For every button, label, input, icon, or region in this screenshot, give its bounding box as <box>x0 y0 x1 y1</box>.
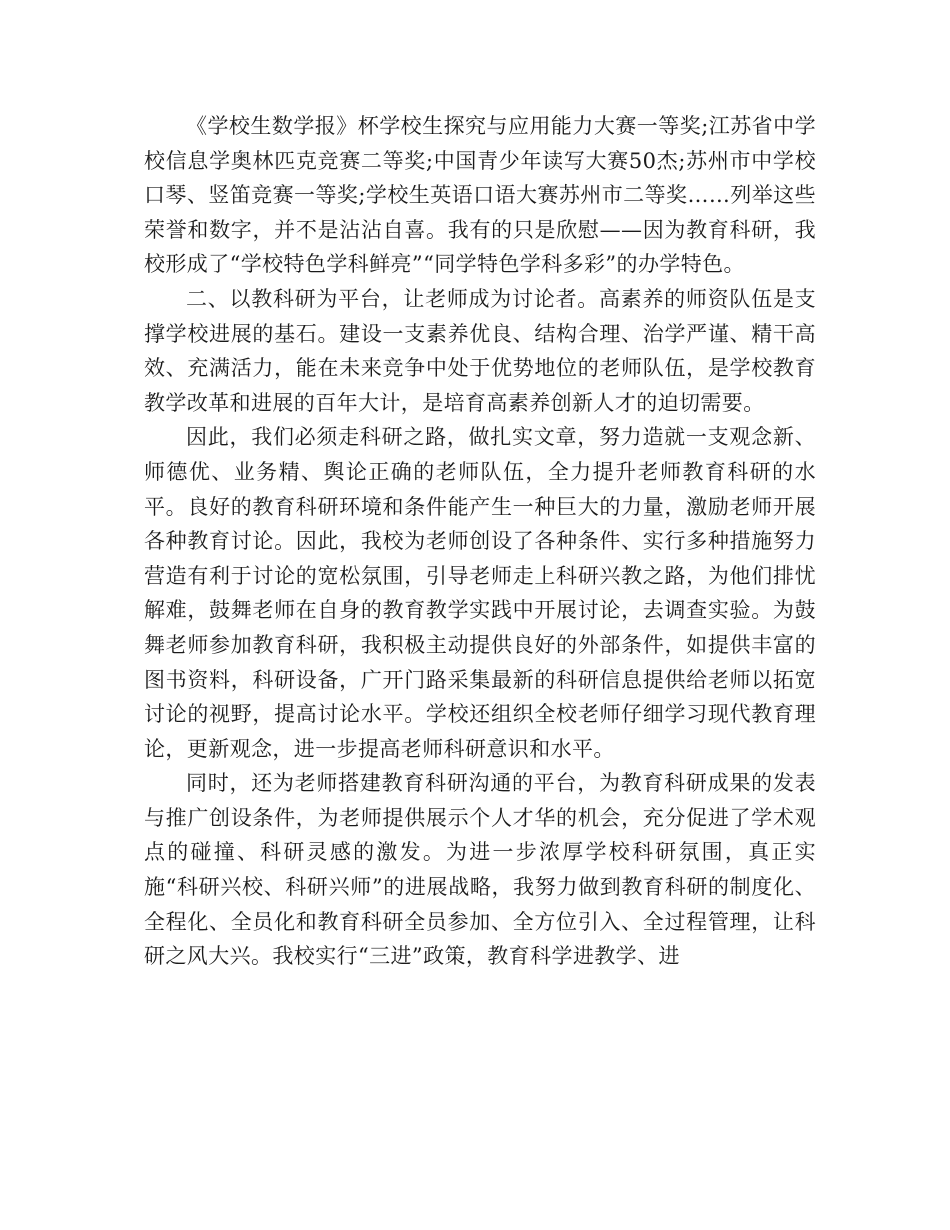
paragraph-research-path: 因此，我们必须走科研之路，做扎实文章，努力造就一支观念新、师德优、业务精、舆论正确的老师队伍，全力提升老师教育科研的水平。良好的教育科研环境和条件能产生一种巨大的力量，激励老师开展各种教育讨论。因此，我校为老师创设了各种条件、实行多种措施努力营造有利于讨论的宽松氛围，引导老师走上科研兴教之路，为他们排忧解难，鼓舞老师在自身的教育教学实践中开展讨论，去调查实验。为鼓舞老师参加教育科研，我积极主动提供良好的外部条件，如提供丰富的图书资料，科研设备，广开门路采集最新的科研信息提供给老师以拓宽讨论的视野，提高讨论水平。学校还组织全校老师仔细学习现代教育理论，更新观念，进一步提高老师科研意识和水平。 <box>144 425 816 761</box>
paragraph-teacher-researchers: 二、以教科研为平台，让老师成为讨论者。高素养的师资队伍是支撑学校进展的基石。建设一支素养优良、结构合理、治学严谨、精干高效、充满活力，能在未来竞争中处于优势地位的老师队伍，是学校教育教学改革和进展的百年大计，是培育高素养创新人才的迫切需要。 <box>144 286 816 415</box>
paragraph-research-platform: 同时，还为老师搭建教育科研沟通的平台，为教育科研成果的发表与推广创设条件，为老师提供展示个人才华的机会，充分促进了学术观点的碰撞、科研灵感的激发。为进一步浓厚学校科研氛围，真正实施“科研兴校、科研兴师”的进展战略，我努力做到教育科研的制度化、全程化、全员化和教育科研全员参加、全方位引入、全过程管理，让科研之风大兴。我校实行“三进”政策，教育科学进教学、进 <box>144 771 816 969</box>
document-body <box>144 109 816 974</box>
paragraph-awards: 《学校生数学报》杯学校生探究与应用能力大赛一等奖;江苏省中学校信息学奥林匹克竞赛二等奖;中国青少年读写大赛50杰;苏州市中学校口琴、竖笛竞赛一等奖;学校生英语口语大赛苏州市二等奖……列举这些荣誉和数字，并不是沾沾自喜。我有的只是欣慰——因为教育科研，我校形成了“学校特色学科鲜亮”“同学特色学科多彩”的办学特色。 <box>144 114 816 277</box>
